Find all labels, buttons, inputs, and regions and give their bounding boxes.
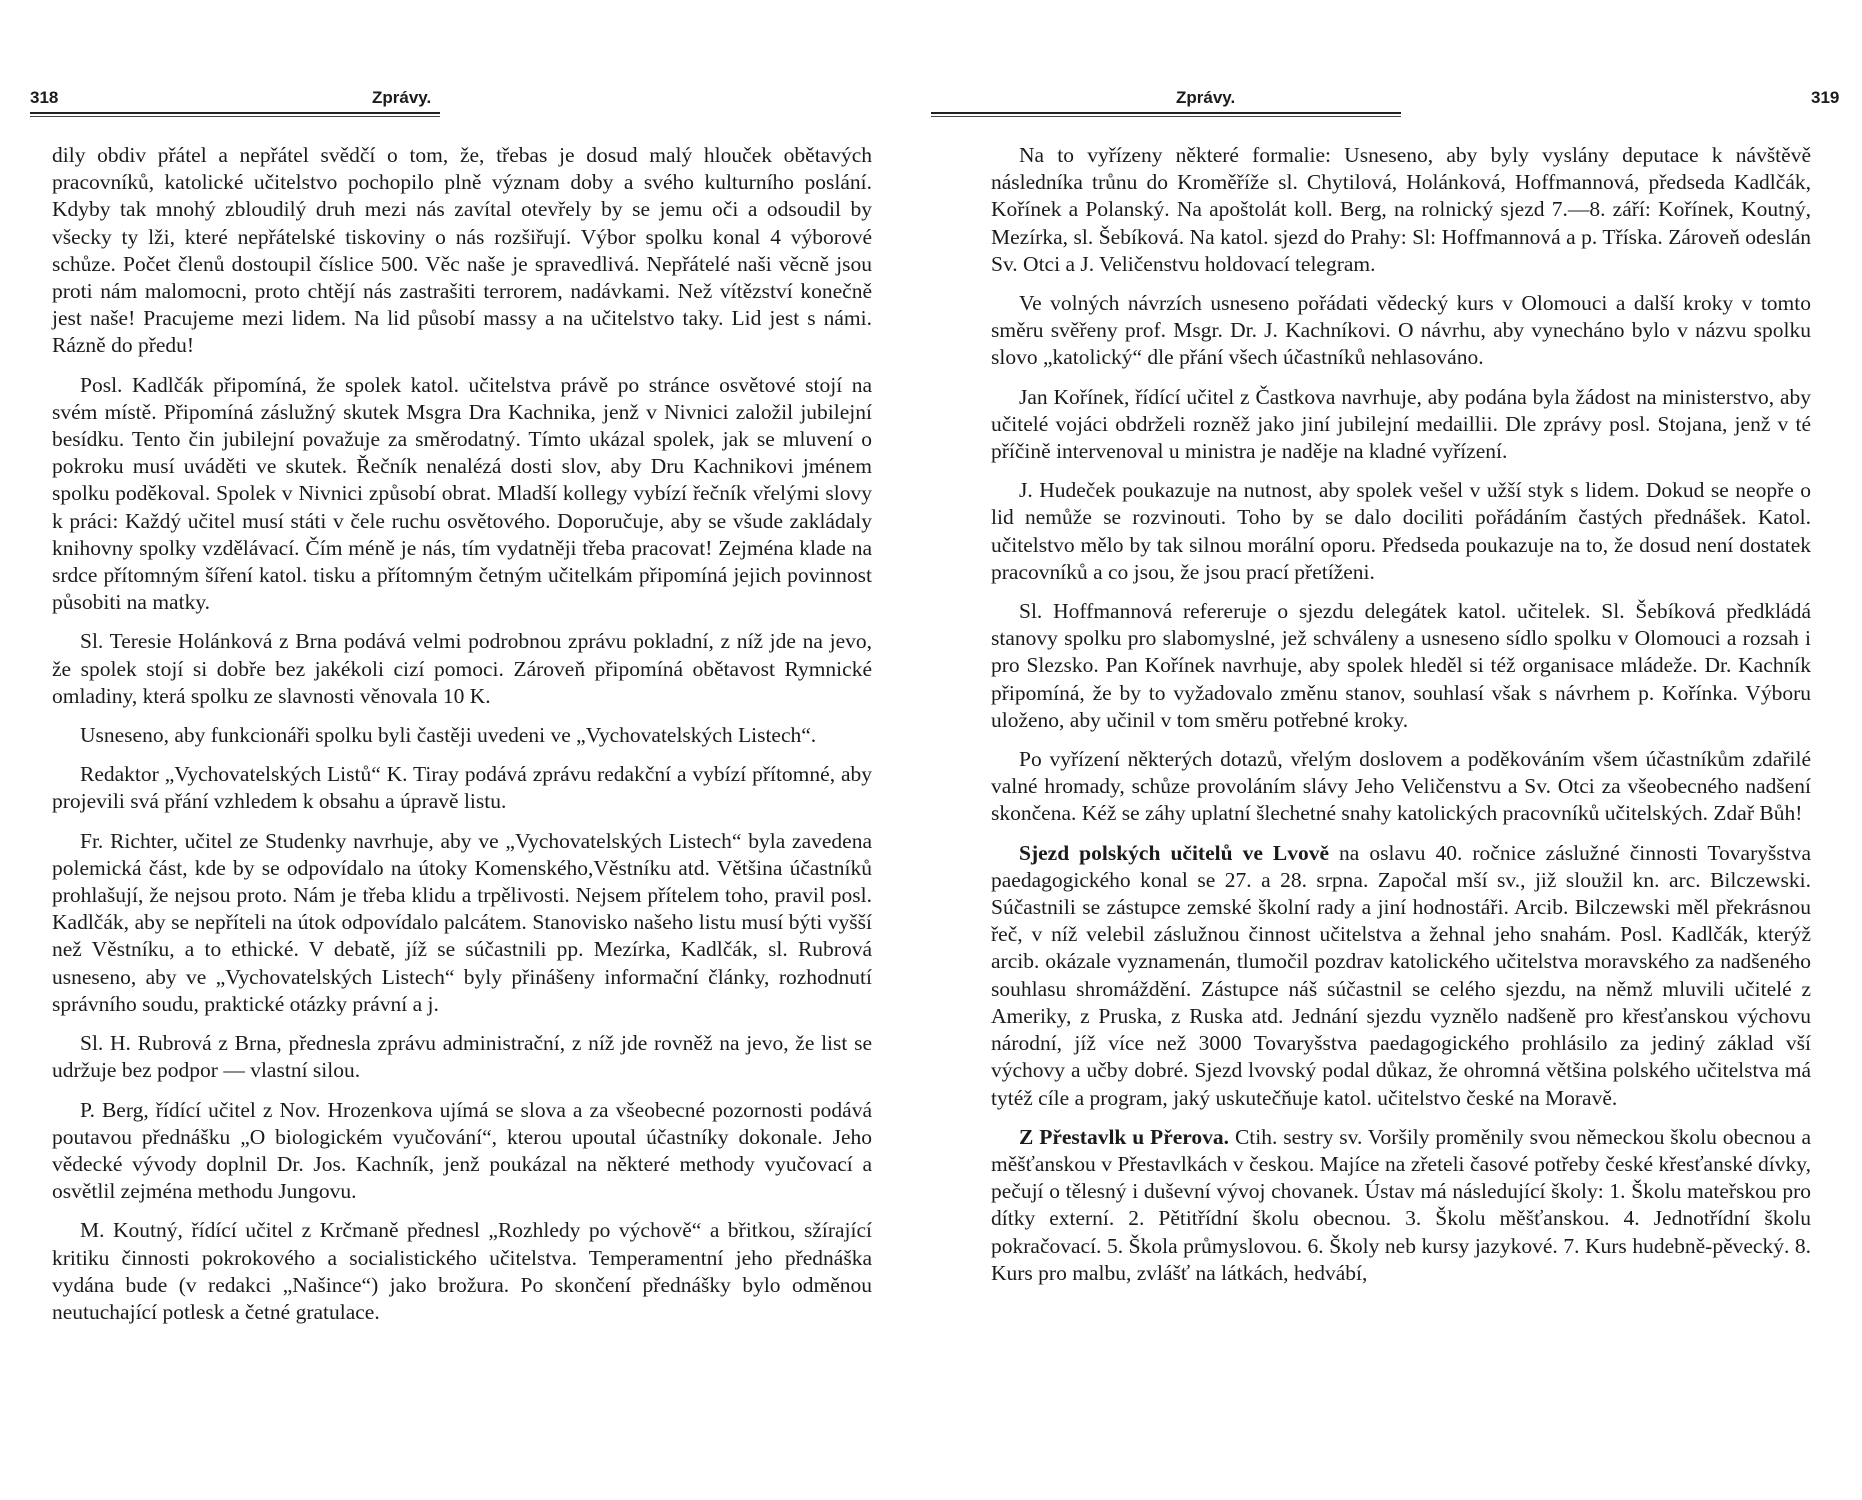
right-page [931,0,1862,1500]
paragraph: Redaktor „Vychovatelských Listů“ K. Tiray podává zprávu redakční a vybízí přítomné, aby projevili svá přání vzhledem k obsahu a úpravě listu. [52,762,872,814]
header-rule [931,112,1401,114]
text-column [991,142,1811,1299]
text-column [52,142,872,1338]
paragraph: dily obdiv přátel a nepřátel svědčí o tom, že, třebas je dosud malý hlouček obětavých pracovníků, katolické učitelstvo pochopilo plně význam doby a svého kulturního poslání. Kdyby tak mnohý zbloudilý druh mezi nás zavítal otevřely by se jemu oči a odsoudil by všecky ty lži, které nepřátelské tiskoviny o nás rozšiřují. Výbor spolku konal 4 výborové schůze. Počet členů dostoupil číslice 500. Věc naše je spravedlivá. Nepřátelé naši věcně jsou proti nám malomocni, proto chtějí nás zastrašiti terrorem, nadávkami. Než vítězství konečně jest naše! Pracujeme mezi lidem. Na lid působí massy a na učitelstvo taky. Lid jest s námi. Rázně do předu! [52,143,872,358]
paragraph: Po vyřízení některých dotazů, vřelým doslovem a poděkováním všem účastníkům zdařilé valné hromady, schůze provoláním slávy Jeho Veličenstvu a Sv. Otci za všeobecného nadšení skončena. Kéž se záhy uplatní šlechetné snahy katolických pracovníků učitelských. Zdař Bůh! [991,747,1811,826]
paragraph-text: Ctih. sestry sv. Voršily proměnily svou německou školu obecnou a měšťanskou v Přestavlkách v českou. Majíce na zřeteli časové potřeby české křesťanské dívky, pečují o tělesný i duševní vývoj chovanek. Ústav má následující školy: 1. Školu mateřskou pro dítky externí. 2. Pětitřídní školu obecnou. 3. Školu měšťanskou. 4. Jednotřídní školu pokračovací. 5. Škola průmyslovou. 6. Školy neb kursy jazykové. 7. Kurs hudebně-pěvecký. 8. Kurs pro malbu, zvlášť na látkách, hedvábí, [991,1124,1811,1285]
paragraph: Na to vyřízeny některé formalie: Usneseno, aby byly vyslány deputace k návštěvě následníka trůnu do Kroměříže sl. Chytilová, Holánková, Hoffmannová, předseda Kadlčák, Kořínek a Polanský. Na apoštolát koll. Berg, na rolnický sjezd 7.—8. září: Kořínek, Koutný, Mezírka, sl. Šebíková. Na katol. sjezd do Prahy: Sl: Hoffmannová a p. Tříska. Zároveň odeslán Sv. Otci a J. Veličenstvu holdovací telegram. [991,143,1811,276]
page-number: 318 [30,88,59,107]
paragraph: Ve volných návrzích usneseno pořádati vědecký kurs v Olomouci a další kroky v tomto směru svěřeny prof. Msgr. Dr. J. Kachníkovi. O návrhu, aby vynecháno bylo v názvu spolku slovo „katolický“ dle přání všech účastníků nehlasováno. [991,291,1811,370]
paragraph: J. Hudeček poukazuje na nutnost, aby spolek vešel v užší styk s lidem. Dokud se neopře o lid nemůže se rozvinouti. Toho by se dalo dociliti pořádáním častých přednášek. Katol. učitelstvo mělo by tak silnou morální oporu. Předseda poukazuje na to, že dosud není dostatek pracovníků a co jsou, že jsou prací přetíženi. [991,478,1811,584]
header-rule-thin [931,116,1401,117]
paragraph-text: na oslavu 40. ročnice záslužné činnosti Tovaryšstva paedagogického konal se 27. a 28. srpna. Započal mší sv., již sloužil kn. arc. Bilczewski. Súčastnili se zástupce zemské školní rady a jiní hodnostáři. Arcib. Bilczewski měl překrásnou řeč, v níž velebil záslužnou činnost učitelstva a žehnal jeho snahám. Posl. Kadlčák, kterýž arcib. okázale vyznamenán, tlumočil pozdrav katolického učitelstva moravského za nadšeného souhlasu shromáždění. Zástupce náš súčastnil se celého sjezdu, na němž mluvili učitelé z Ameriky, z Pruska, z Ruska atd. Jednání sjezdu vyznělo nadšeně pro křesťanskou výchovu národní, jíž více než 3000 Tovaryšstva paedagogického prohlásilo za jediný základ vší výchovy a učby dobré. Sjezd lvovský podal důkaz, že ohromná většina polského učitelstva má tytéž cíle a program, jaký uskutečňuje katol. učitelstvo české na Moravě. [991,840,1811,1110]
header-rule [30,112,440,114]
news-item-lvov [991,840,1811,1112]
news-item-prestavlky [991,1124,1811,1287]
page-number: 319 [1811,88,1840,107]
paragraph: Usneseno, aby funkcionáři spolku byli častěji uvedeni ve „Vychovatelských Listech“. [80,723,817,748]
paragraph: Jan Kořínek, řídící učitel z Častkova navrhuje, aby podána byla žádost na ministerstvo, aby učitelé vojáci obdrželi rozněž jako jiní jubilejní medaillii. Dle zprávy posl. Stojana, jenž v té příčině intervenoval u ministra je naděje na kladné vyřízení. [991,384,1811,464]
running-header: Zprávy. [372,88,432,107]
running-header: Zprávy. [1176,88,1236,107]
section-heading: Sjezd polských učitelů ve Lvově [1019,840,1330,865]
paragraph: P. Berg, řídící učitel z Nov. Hrozenkova ujímá se slova a za všeobecné pozornosti podává poutavou přednášku „O biologickém vyučování“, kterou upoutal účastníky dokonale. Jeho vědecké vývody doplnil Dr. Jos. Kachník, jenž poukázal na některé methody vyučovací a osvětlil zejména methodu Jungovu. [52,1097,872,1204]
paragraph: Posl. Kadlčák připomíná, že spolek katol. učitelstva právě po stránce osvětové stojí na svém místě. Připomíná záslužný skutek Msgra Dra Kachnika, jenž v Nivnici založil jubilejní besídku. Tento čin jubilejní považuje za směrodatný. Tímto ukázal spolek, jak se mluvení o pokroku musí uváděti ve skutek. Řečník nenalézá dosti slov, aby Dru Kachnikovi jménem spolku poděkoval. Spolek v Nivnici způsobí obrat. Mladší kollegy vybízí řečník vřelými slovy k práci: Každý učitel musí státi v čele ruchu osvětového. Doporučuje, aby se všude zakládaly knihovny spolky vzdělávací. Čím méně je nás, tím vydatněji třeba pracovat! Zejména klade na srdce přítomným šíření katol. tisku a přítomným četným učitelkám připomíná jejich povinnost působiti na matky. [52,372,872,615]
paragraph: Sl. H. Rubrová z Brna, přednesla zprávu administrační, z níž jde rovněž na jevo, že list se udržuje bez podpor — vlastní silou. [52,1031,872,1083]
paragraph: M. Koutný, řídící učitel z Krčmaně přednesl „Rozhledy po výchově“ a břitkou, sžírající kritiku činnosti pokrokového a socialistického učitelstva. Temperamentní jeho přednáška vydána bude (v redakci „Našince“) jako brožura. Po skončení přednášky bylo odměnou neutuchající potlesk a četné gratulace. [52,1218,872,1324]
header-rule-thin [30,116,440,117]
paragraph: Fr. Richter, učitel ze Studenky navrhuje, aby ve „Vychovatelských Listech“ byla zavedena polemická část, kde by se odpovídalo na útoky Komenského,Věstníku atd. Většina účastníků prohlašují, že nejsou proto. Nám je třeba klidu a trpělivosti. Nejsem přítelem toho, pravil posl. Kadlčák, aby se nepříteli na útok odpovídalo palcátem. Stanovisko našeho listu musí býti vyšší než Věstníku, a to ethické. V debatě, jíž se súčastnili pp. Mezírka, Kadlčák, sl. Rubrová usneseno, aby ve „Vychovatelských Listech“ byly přinášeny informační články, rozhodnutí správního soudu, praktické otázky právní a j. [52,828,872,1016]
paragraph: Sl. Hoffmannová refereruje o sjezdu delegátek katol. učitelek. Sl. Šebíková předkládá stanovy spolku pro slabomyslné, jež schváleny a usneseno sídlo spolku v Olomouci a rozsah i pro Slezsko. Pan Kořínek navrhuje, aby spolek hleděl si též organisace mládeže. Dr. Kachník připomíná, že by to vyžadovalo změnu stanov, souhlasí však s návrhem p. Kořínka. Výboru uloženo, aby učinil v tom směru potřebné kroky. [991,599,1811,732]
section-heading: Z Přestavlk u Přerova. [1019,1124,1230,1149]
paragraph: Sl. Teresie Holánková z Brna podává velmi podrobnou zprávu pokladní, z níž jde na jevo, že spolek stojí si dobře bez jakékoli cizí pomoci. Zároveň připomíná obětavost Rymnické omladiny, která spolku ze slavnosti věnovala 10 K. [52,629,872,708]
